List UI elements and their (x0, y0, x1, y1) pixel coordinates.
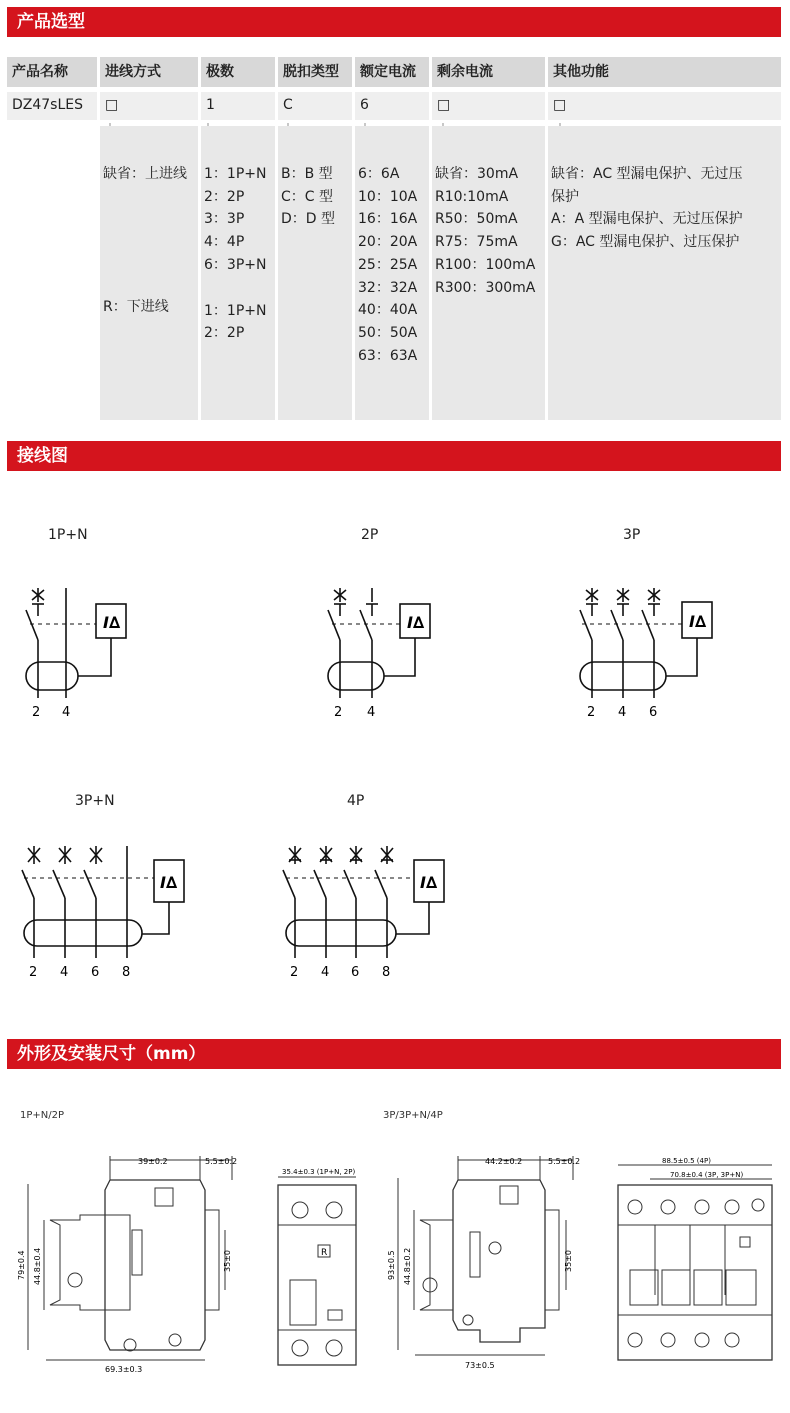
terminal-label: 4 (62, 705, 71, 720)
wiring-diagram-1p-n (18, 580, 138, 720)
terminal-label: 4 (60, 965, 69, 980)
option-current: 32：32A (358, 279, 418, 296)
terminal-label: 2 (32, 705, 41, 720)
options-rated-current (355, 126, 429, 420)
diagram-title-2p: 2P (361, 527, 379, 543)
option-pole: 2：2P (204, 188, 245, 205)
option-current: 40：40A (358, 302, 418, 319)
options-other-functions (548, 126, 781, 420)
wiring-diagram-4p (272, 840, 472, 980)
terminal-label: 2 (29, 965, 38, 980)
dim-text: 79±0.4 (17, 1250, 26, 1280)
dim-text: 88.5±0.5 (4P) (662, 1157, 711, 1165)
value-trip-type: C (278, 92, 352, 120)
option-pole: 4：4P (204, 234, 245, 251)
header-product-name: 产品名称 (7, 57, 97, 87)
value-other-functions: □ (548, 92, 781, 120)
value-residual-current: □ (432, 92, 545, 120)
dim-text: 69.3±0.3 (105, 1365, 143, 1374)
terminal-label: 6 (649, 705, 658, 720)
option-other: 缺省：AC 型漏电保护、无过压 (551, 166, 743, 182)
dim-text: R (321, 1248, 328, 1258)
option-residual: R100：100mA (435, 256, 536, 273)
dim-text: 73±0.5 (465, 1361, 495, 1370)
option-trip: C：C 型 (281, 188, 334, 205)
terminal-label: 4 (618, 705, 627, 720)
dim-text: 39±0.2 (138, 1157, 168, 1166)
option-other: A：A 型漏电保护、无过压保护 (551, 211, 743, 228)
option-trip: B：B 型 (281, 166, 333, 182)
diagram-title-1p-n: 1P+N (48, 527, 88, 543)
dim-text: 5.5±0.2 (548, 1157, 581, 1166)
dimension-drawing-side-small (17, 1150, 245, 1375)
option-trip: D：D 型 (281, 211, 336, 228)
option-residual: R10:10mA (435, 188, 509, 205)
terminal-label: 6 (351, 965, 360, 980)
dim-text: 35±0 (564, 1250, 573, 1272)
option-current: 20：20A (358, 234, 418, 251)
option-pole: 2：2P (204, 325, 245, 342)
dimension-drawing-front-small (270, 1165, 370, 1375)
banner-selection: 产品选型 (7, 7, 781, 37)
terminal-label: 4 (367, 705, 376, 720)
option-other: 保护 (551, 188, 579, 205)
option-current: 16：16A (358, 211, 418, 228)
header-residual-current: 剩余电流 (432, 57, 545, 87)
option-pole: 6：3P+N (204, 256, 267, 273)
option-pole: 1：1P+N (204, 166, 267, 182)
dim-text: 44.2±0.2 (485, 1157, 523, 1166)
fault-symbol: I∆ (407, 613, 425, 632)
dim-text: 5.5±0.2 (205, 1157, 238, 1166)
header-rated-current: 额定电流 (355, 57, 429, 87)
option-current: 63：63A (358, 347, 418, 364)
dim-text: 35.4±0.3 (1P+N, 2P) (282, 1168, 356, 1176)
dim-text: 93±0.5 (387, 1250, 396, 1280)
header-poles: 极数 (201, 57, 275, 87)
dim-text: 70.8±0.4 (3P, 3P+N) (670, 1171, 744, 1179)
terminal-label: 6 (91, 965, 100, 980)
terminal-label: 8 (122, 965, 131, 980)
value-wiring-mode: □ (100, 92, 198, 120)
option-wiring-top: 缺省：上进线 (103, 166, 187, 182)
fault-symbol: I∆ (420, 873, 438, 892)
dim-group-title-2: 3P/3P+N/4P (383, 1110, 443, 1121)
wiring-diagram-3p-n (12, 840, 212, 980)
value-rated-current: 6 (355, 92, 429, 120)
option-residual: 缺省：30mA (435, 166, 519, 182)
option-wiring-bottom: R：下进线 (103, 298, 169, 315)
dimension-drawing-side-large (387, 1150, 590, 1375)
options-wiring-mode (100, 126, 198, 420)
dim-text: 35±0 (223, 1250, 232, 1272)
option-current: 25：25A (358, 256, 418, 273)
fault-symbol: I∆ (103, 613, 121, 632)
banner-wiring: 接线图 (7, 441, 781, 471)
option-pole: 3：3P (204, 211, 245, 228)
option-residual: R75：75mA (435, 234, 518, 251)
dim-group-title-1: 1P+N/2P (20, 1110, 65, 1121)
option-residual: R50：50mA (435, 211, 518, 228)
header-other-functions: 其他功能 (548, 57, 781, 87)
option-pole: 1：1P+N (204, 302, 267, 319)
wiring-diagram-3p (570, 580, 730, 720)
terminal-label: 2 (334, 705, 343, 720)
fault-symbol: I∆ (689, 612, 707, 631)
wiring-diagram-2p (320, 580, 440, 720)
diagram-title-3p-n: 3P+N (75, 793, 115, 809)
diagram-title-3p: 3P (623, 527, 641, 543)
options-trip-type (278, 126, 352, 420)
option-current: 50：50A (358, 324, 418, 341)
fault-symbol: I∆ (160, 873, 178, 892)
option-current: 10：10A (358, 188, 418, 205)
options-poles (201, 126, 275, 420)
dimension-drawing-front-large (610, 1155, 780, 1370)
diagram-title-4p: 4P (347, 793, 365, 809)
options-residual-current (432, 126, 545, 420)
option-other: G：AC 型漏电保护、过压保护 (551, 234, 740, 251)
dim-text: 44.8±0.2 (403, 1247, 412, 1285)
terminal-label: 8 (382, 965, 391, 980)
terminal-label: 2 (587, 705, 596, 720)
value-poles: 1 (201, 92, 275, 120)
value-product-name: DZ47sLES (7, 92, 97, 120)
option-residual: R300：300mA (435, 279, 536, 296)
option-current: 6：6A (358, 166, 400, 182)
banner-dimensions: 外形及安装尺寸（mm） (7, 1039, 781, 1069)
header-trip-type: 脱扣类型 (278, 57, 352, 87)
header-wiring-mode: 进线方式 (100, 57, 198, 87)
dim-text: 44.8±0.4 (33, 1247, 42, 1285)
terminal-label: 4 (321, 965, 330, 980)
terminal-label: 2 (290, 965, 299, 980)
